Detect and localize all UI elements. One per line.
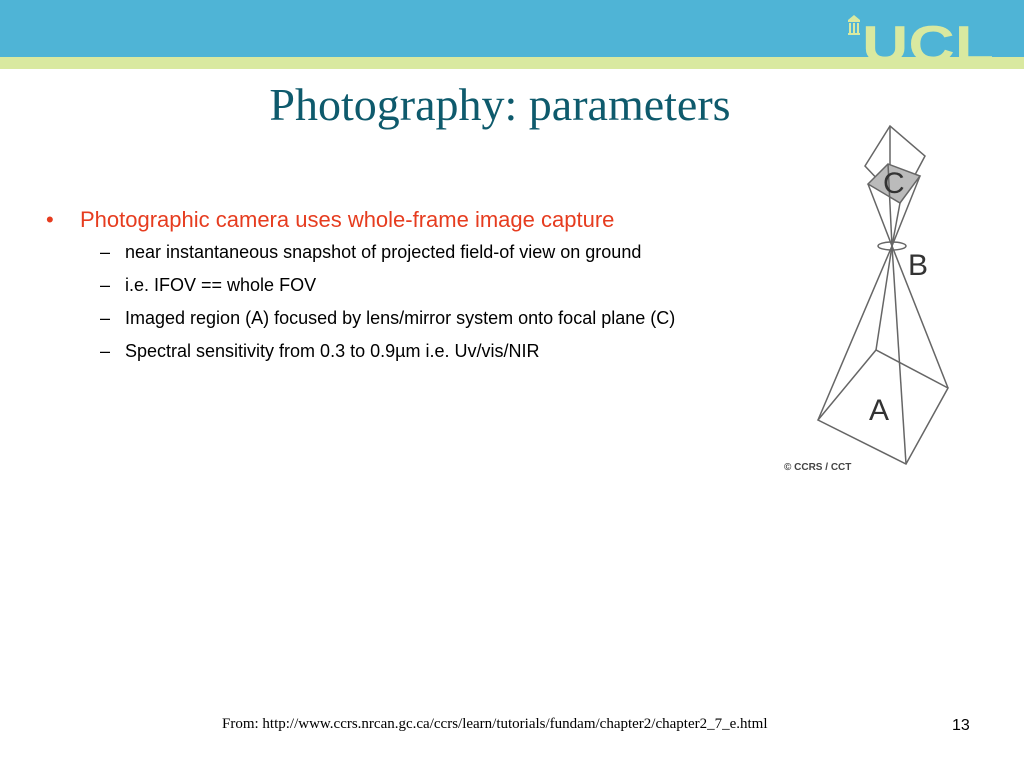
dash-icon: – <box>100 242 111 262</box>
label-b: B <box>908 249 929 282</box>
source-footer: From: http://www.ccrs.nrcan.gc.ca/ccrs/learn/tutorials/fundam/chapter2/chapter2_7_e.html <box>222 716 768 732</box>
camera-diagram <box>780 118 980 480</box>
sub-bullet-list <box>46 241 806 363</box>
dash-icon: – <box>100 308 111 328</box>
slide-title: Photography: parameters <box>269 79 731 130</box>
copyright-text: © CCRS / CCT <box>784 462 852 473</box>
bullet-list <box>46 205 806 373</box>
label-a: A <box>869 394 890 427</box>
dash-icon: – <box>100 341 111 361</box>
label-c: C <box>883 167 905 200</box>
sub-bullet-text: Spectral sensitivity from 0.3 to 0.9µm i.e. Uv/vis/NIR <box>125 341 540 361</box>
page-number: 13 <box>952 717 970 734</box>
main-bullet-text: Photographic camera uses whole-frame image capture <box>80 207 615 232</box>
dash-icon: – <box>100 275 111 295</box>
sub-bullet-item <box>46 274 806 297</box>
sub-bullet-item <box>46 307 806 330</box>
sub-bullet-item <box>46 241 806 264</box>
ucl-logo <box>846 14 996 66</box>
main-bullet <box>46 205 806 235</box>
bullet-dot-icon: • <box>46 207 54 232</box>
sub-bullet-text: Imaged region (A) focused by lens/mirror system onto focal plane (C) <box>125 308 676 328</box>
logo-text: UCL <box>862 16 994 66</box>
sub-bullet-text: i.e. IFOV == whole FOV <box>125 275 317 295</box>
sub-bullet-text: near instantaneous snapshot of projected field-of view on ground <box>125 242 642 262</box>
sub-bullet-item <box>46 340 806 363</box>
